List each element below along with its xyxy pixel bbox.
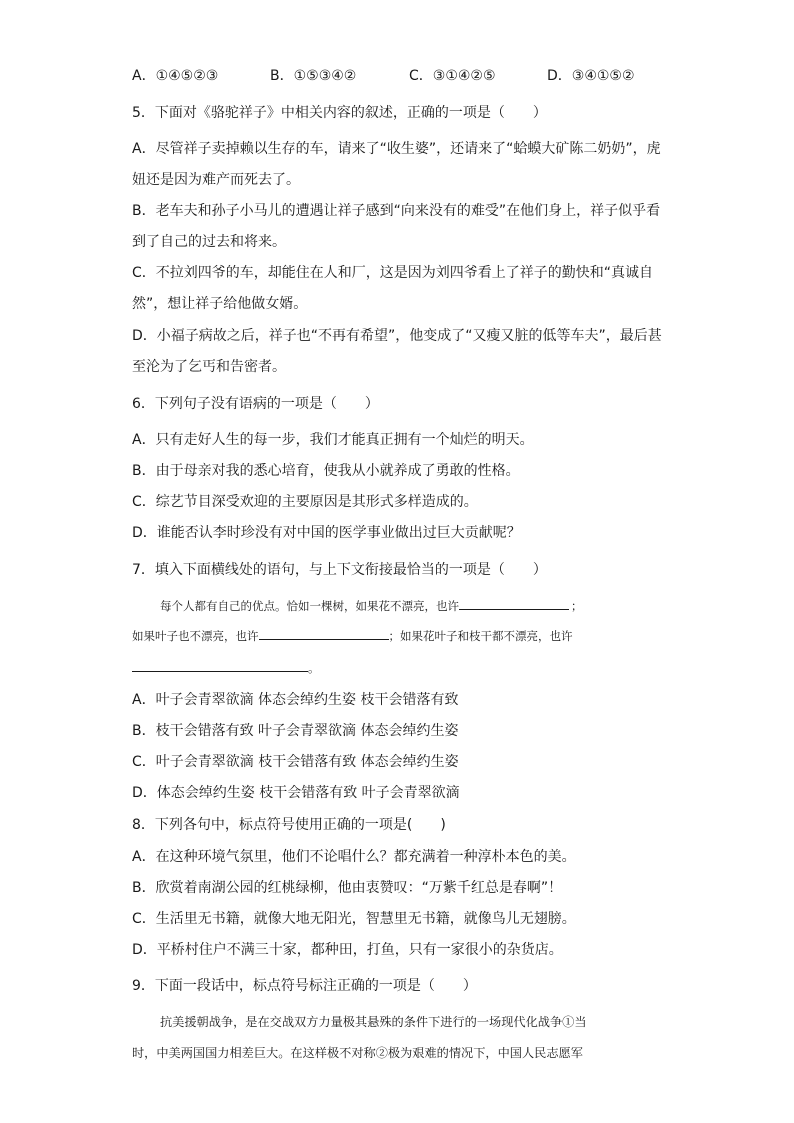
q7-passage-text2a: 如果叶子也不漂亮，也许: [132, 629, 259, 643]
q5-option-d-line1: D．小福子病故之后，祥子也“不再有希望”，他变成了“又瘦又脏的低等车夫”，最后甚: [132, 328, 662, 344]
q7-option-a: A．叶子会青翠欲滴 体态会绰约生姿 枝干会错落有致: [132, 692, 459, 708]
q9-passage-line2: 时，中美两国国力相差巨大。在这样极不对称②极为艰难的情况下，中国人民志愿军: [132, 1046, 583, 1060]
q7-option-b: B．枝干会错落有致 叶子会青翠欲滴 体态会绰约生姿: [132, 723, 459, 739]
q7-passage-line3: [132, 659, 320, 677]
q5-option-d-line2: 至沦为了乞丐和告密者。: [132, 359, 286, 375]
q8-option-a: A．在这种环境气氛里，他们不论唱什么？都充满着一种淳朴本色的美。: [132, 849, 576, 865]
option-d: D．③④①⑤②: [547, 68, 635, 84]
q5-option-c-line1: C．不拉刘四爷的车，却能住在人和厂，这是因为刘四爷看上了祥子的勤快和“真诚自: [132, 265, 654, 281]
q5-option-b-line1: B．老车夫和孙子小马儿的遭遇让祥子感到“向来没有的难受”在他们身上，祥子似乎看: [132, 203, 661, 219]
q8-option-d: D．平桥村住户不满三十家，都种田，打鱼，只有一家很小的杂货店。: [132, 942, 563, 958]
q7-passage-text1: 每个人都有自己的优点。恰如一棵树，如果花不漂亮，也许: [160, 599, 459, 613]
q6-option-d: D．谁能否认李时珍没有对中国的医学事业做出过巨大贡献呢？: [132, 525, 521, 541]
q7-stem: 7．填入下面横线处的语句，与上下文衔接最恰当的一项是（ ）: [132, 562, 547, 578]
option-c: C．③①④②⑤: [409, 68, 496, 84]
q7-option-c: C．叶子会青翠欲滴 枝干会错落有致 体态会绰约生姿: [132, 754, 459, 770]
q6-option-b: B．由于母亲对我的悉心培育，使我从小就养成了勇敢的性格。: [132, 463, 520, 479]
answer-blank-2[interactable]: [259, 627, 389, 640]
q5-option-a-line1: A．尽管祥子卖掉赖以生存的车，请来了“收生婆”，还请来了“蛤蟆大矿陈二奶奶”，虎: [132, 141, 661, 157]
q7-passage-punct1: ；: [571, 599, 583, 613]
q7-passage-punct3: 。: [308, 661, 320, 675]
q6-option-c: C．综艺节目深受欢迎的主要原因是其形式多样造成的。: [132, 494, 478, 510]
q5-option-b-line2: 到了自己的过去和将来。: [132, 234, 286, 250]
q7-passage-text2b: ；如果花叶子和枝干都不漂亮，也许: [388, 629, 573, 643]
answer-blank-3[interactable]: [132, 659, 308, 672]
q8-option-c: C．生活里无书籍，就像大地无阳光，智慧里无书籍，就像鸟儿无翅膀。: [132, 911, 576, 927]
q5-stem: 5．下面对《骆驼祥子》中相关内容的叙述，正确的一项是（ ）: [132, 105, 547, 121]
option-a: A．①④⑤②③: [132, 68, 219, 84]
q7-option-d: D．体态会绰约生姿 枝干会错落有致 叶子会青翠欲滴: [132, 785, 460, 801]
q8-stem: 8．下列各句中，标点符号使用正确的一项是( ): [132, 817, 446, 833]
option-b: B．①⑤③④②: [270, 68, 357, 84]
q8-option-b: B．欣赏着南湖公园的红桃绿柳，他由衷赞叹：“万紫千红总是春啊”！: [132, 880, 563, 896]
q7-passage-line1: [160, 597, 583, 615]
answer-blank-1[interactable]: [459, 597, 569, 610]
q7-passage-line2: [132, 627, 573, 645]
q9-stem: 9．下面一段话中，标点符号标注正确的一项是（ ）: [132, 978, 477, 994]
q6-stem: 6．下列句子没有语病的一项是（ ）: [132, 396, 379, 412]
q6-option-a: A．只有走好人生的每一步，我们才能真正拥有一个灿烂的明天。: [132, 432, 534, 448]
q5-option-a-line2: 妞还是因为难产而死去了。: [132, 172, 300, 188]
q5-option-c-line2: 然”，想让祥子给他做女婿。: [132, 296, 308, 312]
q9-passage-line1: 抗美援朝战争，是在交战双方力量极其悬殊的条件下进行的一场现代化战争①当: [160, 1015, 587, 1029]
